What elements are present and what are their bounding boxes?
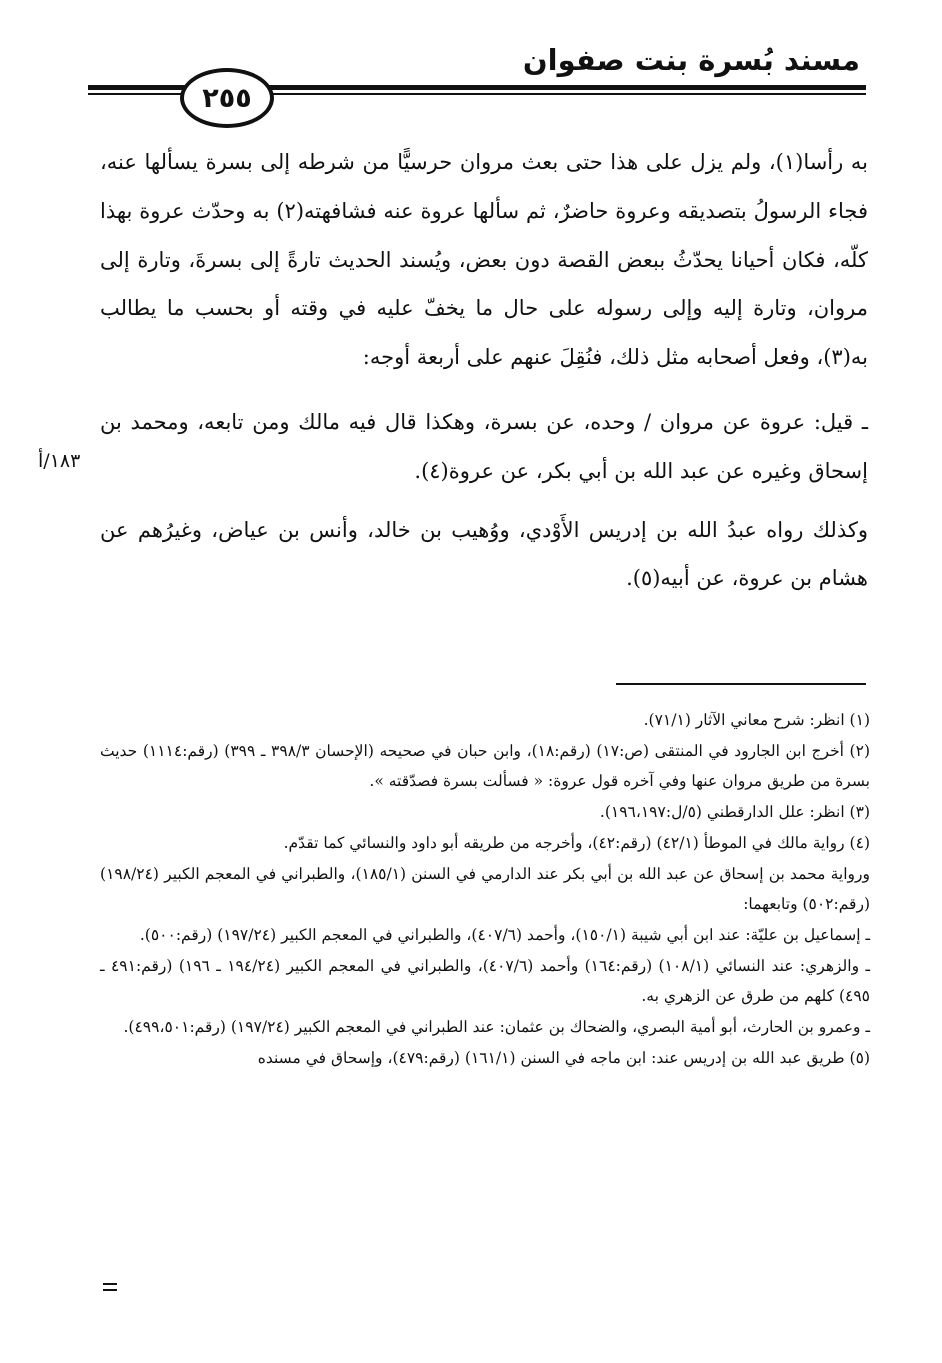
- footnote: (٣) انظر: علل الدارقطني (٥/ل:١٩٦،١٩٧).: [599, 803, 870, 822]
- continuation-mark: [103, 1283, 117, 1295]
- footnote-separator: [616, 683, 866, 685]
- footnote: (١) انظر: شرح معاني الآثار (٧١/١).: [643, 711, 870, 729]
- body-paragraph: به رأسا(١)، ولم يزل على هذا حتى بعث مروان حرسيًّا من شرطه إلى بسرة يسألها عنه، فجاء الرسولُ بتصديقه وعروة حاضرٌ، ثم سألها عروة عنه فشافهته(٢) به وحدّث عروة بهذا كلّه، فكان أحيانا يحدّثُ ببعض القصة دون بعض، ويُسند الحديث تارةً إلى بسرةَ، وتارة إلى مروان، وتارة إليه وإلى رسوله على حال ما يخفّ عليه في وقته أو بحسب ما يطالب به(٣)، وفعل أصحابه مثل ذلك، فنُقِلَ عنهم على أربعة أوجه:: [100, 150, 869, 370]
- manuscript-folio-note: ١٨٣/أ: [38, 450, 81, 472]
- continuation-bar: [103, 1283, 117, 1285]
- footnote-continuation: ورواية محمد بن إسحاق عن عبد الله بن أبي بكر عند الدارمي في السنن (١٨٥/١)، والطبراني في المعجم الكبير (١٩٨/٢٤) (رقم:٥٠٢) وتابعهما:: [100, 864, 870, 914]
- footnote: (٢) أخرج ابن الجارود في المنتقى (ص:١٧) (رقم:١٨)، وابن حبان في صحيحه (الإحسان ٣٩٨/٣ ـ ٣٩٩) (رقم:١١١٤) حديث بسرة من طريق مروان عنها وفي آخره قول عروة: « فسألت بسرة فصدّقته ».: [100, 741, 870, 791]
- footnotes: [100, 705, 870, 1073]
- page-number: ٢٥٥: [180, 68, 274, 128]
- footnote: (٥) طريق عبد الله بن إدريس عند: ابن ماجه في السنن (١٦١/١) (رقم:٤٧٩)، وإسحاق في مسنده: [257, 1048, 870, 1067]
- footnote: (٤) رواية مالك في الموطأ (٤٢/١) (رقم:٤٢)، وأخرجه من طريقه أبو داود والنسائي كما تقدّم.: [283, 833, 870, 852]
- footnote-continuation: ـ إسماعيل بن عليّة: عند ابن أبي شيبة (١٥٠/١)، وأحمد (٤٠٧/٦)، والطبراني في المعجم الكبير (١٩٧/٢٤) (رقم:٥٠٠).: [139, 925, 870, 944]
- body-paragraph: ـ قيل: عروة عن مروان / وحده، عن بسرة، وهكذا قال فيه مالك ومن تابعه، ومحمد بن إسحاق وغيره عن عبد الله بن أبي بكر، عن عروة(٤).: [100, 409, 868, 483]
- running-title: مسند بُسرة بنت صفوان: [522, 43, 860, 77]
- footnote-continuation: ـ والزهري: عند النسائي (١٠٨/١) (رقم:١٦٤) وأحمد (٤٠٧/٦)، والطبراني في المعجم الكبير (١٩٤/٢٤ ـ ١٩٦) (رقم:٤٩١ ـ ٤٩٥) كلهم من طرق عن الزهري به.: [100, 956, 871, 1006]
- body-paragraph: وكذلك رواه عبدُ الله بن إدريس الأَوْدي، ووُهيب بن خالد، وأنس بن عياض، وغيرُهم عن هشام بن عروة، عن أبيه(٥).: [100, 517, 868, 591]
- continuation-bar: [103, 1289, 117, 1291]
- main-text: [100, 138, 868, 603]
- footnote-continuation: ـ وعمرو بن الحارث، أبو أمية البصري، والضحاك بن عثمان: عند الطبراني في المعجم الكبير (١٩٧/٢٤) (رقم:٤٩٩،٥٠١).: [123, 1018, 870, 1037]
